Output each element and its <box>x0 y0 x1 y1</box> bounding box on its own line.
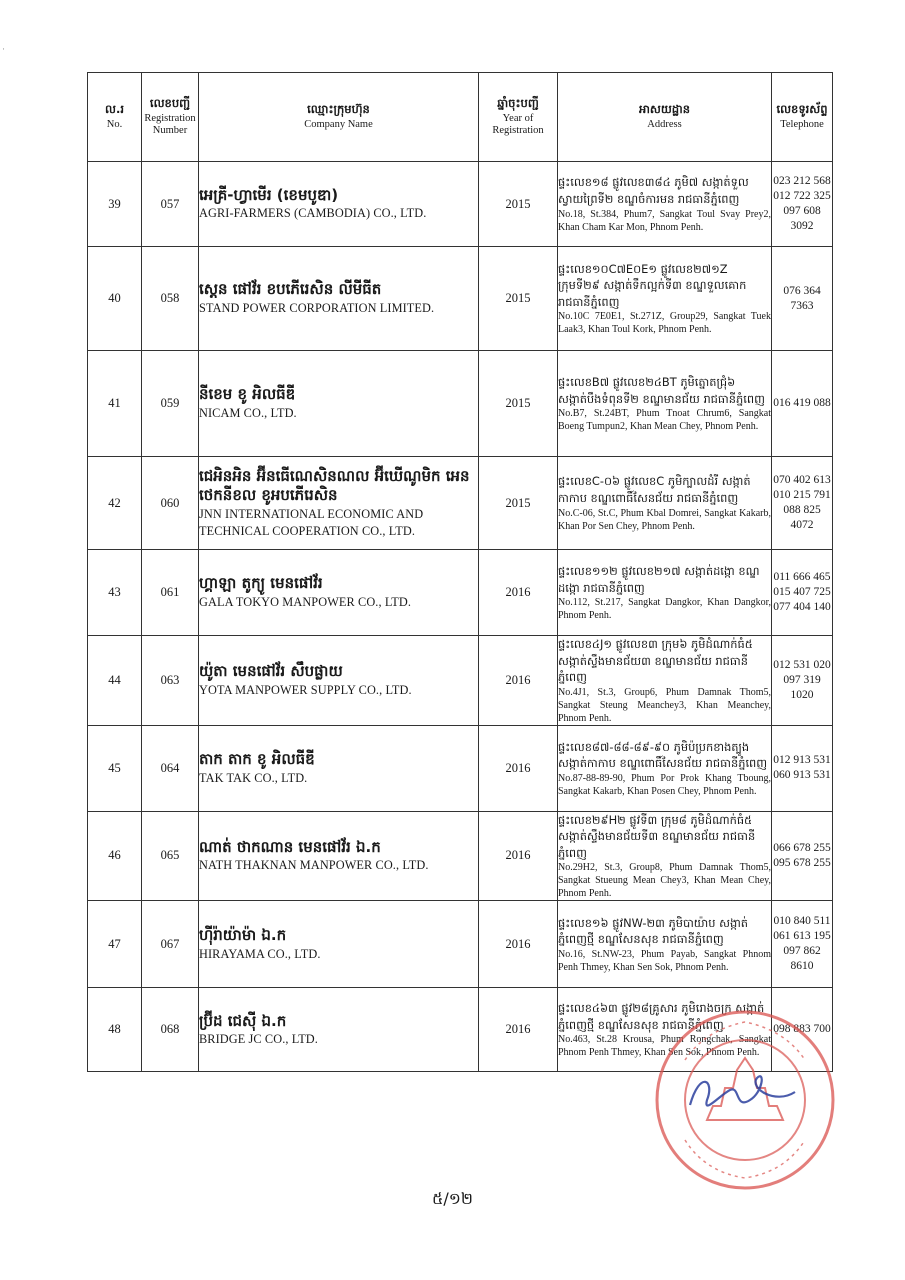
telephone-number: 061 613 195 <box>773 930 831 943</box>
telephone-number: 023 212 568 <box>773 175 831 188</box>
telephone-number: 088 825 4072 <box>783 504 821 531</box>
cell-registration-number: 068 <box>142 988 199 1072</box>
cell-address <box>558 725 772 811</box>
company-name-english: STAND POWER CORPORATION LIMITED. <box>199 300 435 315</box>
cell-no: 42 <box>88 457 142 550</box>
cell-telephone <box>772 162 833 247</box>
address-english: No.B7, St.24BT, Phum Tnoat Chrum6, Sangkat Boeng Tumpun2, Khan Mean Chey, Phnom Penh. <box>558 408 771 433</box>
cell-year: 2016 <box>479 901 558 988</box>
company-name-english: GALA TOKYO MANPOWER CO., LTD. <box>199 594 412 609</box>
address-khmer: ផ្ទះលេខ៨៧-៨៨-៨៩-៩០ ភូមិប៉ប្រកខាងត្បូង សង្កាត់កាកាប ខណ្ឌពោធិ៍សែនជ័យ រាជធានីភ្នំពេញ <box>558 739 768 771</box>
address-khmer: ផ្ទះលេខC-០៦ ផ្លូវលេខC ភូមិក្បាលដំរី សង្កាត់កាកាប ខណ្ឌពោធិ៍សែនជ័យ រាជធានីភ្នំពេញ <box>558 474 751 505</box>
cell-company-name <box>199 162 479 247</box>
cell-company-name <box>199 351 479 457</box>
cell-registration-number: 064 <box>142 725 199 811</box>
cell-telephone <box>772 247 833 351</box>
cell-telephone <box>772 351 833 457</box>
address-khmer: ផ្ទះលេខ១៨ ផ្លូវលេខ៣៨៤ ភូមិ៧ សង្កាត់ទួលស្វាយព្រៃទី២ ខណ្ឌចំការមន រាជធានីភ្នំពេញ <box>558 175 749 206</box>
company-name-khmer: នីខេម ខូ អិលធីឌី <box>199 385 296 404</box>
header-no: ល.រ No. <box>88 73 142 162</box>
telephone-number: 070 402 613 <box>773 474 831 487</box>
telephone-number: 010 840 511 <box>773 915 831 928</box>
cell-no: 46 <box>88 811 142 901</box>
cell-registration-number: 065 <box>142 811 199 901</box>
table-row <box>88 725 833 811</box>
cell-company-name <box>199 247 479 351</box>
company-name-khmer: ជេអិនអិន អ៊ីនធើណេសិនណល អ៊ីឃើណូមិក អេន ថេកនីខល ខូអបភើរេសិន <box>199 466 470 505</box>
cell-address <box>558 901 772 988</box>
table-row <box>88 901 833 988</box>
cell-address <box>558 550 772 636</box>
telephone-number: 012 531 020 <box>773 658 831 671</box>
address-english: No.18, St.384, Phum7, Sangkat Toul Svay Prey2, Khan Cham Kar Mon, Phnom Penh. <box>558 208 771 233</box>
company-name-khmer: ណាត់ ថាកណាន មេនផៅវ័រ ឯ.ក <box>199 837 381 856</box>
cell-no: 41 <box>88 351 142 457</box>
company-name-khmer: តាក តាក ខូ អិលធីឌី <box>199 750 315 769</box>
cell-year: 2015 <box>479 162 558 247</box>
telephone-number: 097 319 1020 <box>783 673 821 701</box>
cell-registration-number: 063 <box>142 636 199 726</box>
cell-no: 43 <box>88 550 142 636</box>
cell-address <box>558 162 772 247</box>
company-name-khmer: ហ្គាឡា តូក្យូ មេនផៅវ័រ <box>199 574 323 593</box>
company-name-khmer: ស្តេន ផៅវ័រ ខបភើរេសិន លីមីធីត <box>199 280 382 299</box>
cell-year: 2016 <box>479 811 558 901</box>
cell-year: 2015 <box>479 351 558 457</box>
company-name-english: NATH THAKNAN MANPOWER CO., LTD. <box>199 858 429 873</box>
address-english: No.4J1, St.3, Group6, Phum Damnak Thom5, Sangkat Steung Meanchey3, Khan Meanchey, Phnom Penh. <box>558 686 771 724</box>
address-khmer: ផ្ទះលេខ១៦ ផ្លូវNW-២៣ ភូមិបាយ៉ាប សង្កាត់ភ្នំពេញថ្មី ខណ្ឌសែនសុខ រាជធានីភ្នំពេញ <box>558 915 749 947</box>
company-name-english: TAK TAK CO., LTD. <box>199 770 308 785</box>
address-khmer: ផ្ទះលេខ៤៦៣ ផ្លូវ២៨គ្រូសារ ភូមិរោងចក្រ សង្កាត់ភ្នំពេញថ្មី ខណ្ឌសែនសុខ រាជធានីភ្នំពេញ <box>558 1001 765 1032</box>
cell-telephone <box>772 725 833 811</box>
address-english: No.16, St.NW-23, Phum Payab, Sangkat Phnom Penh Thmey, Khan Sen Sok, Phnom Penh. <box>558 948 771 973</box>
table-header-row <box>88 73 833 162</box>
header-telephone: លេខទូរស័ព្ទ Telephone <box>772 73 833 162</box>
cell-year: 2015 <box>479 457 558 550</box>
address-khmer: ផ្ទះលេខ៤J១ ផ្លូវលេខ៣ ក្រុម៦ ភូមិដំណាក់ធំ៥ សង្កាត់ស្ទឹងមានជ័យ៣ ខណ្ឌមានជ័យ រាជធានីភ្នំពេញ <box>558 637 753 685</box>
cell-year: 2016 <box>479 550 558 636</box>
cell-no: 48 <box>88 988 142 1072</box>
cell-year: 2016 <box>479 636 558 726</box>
telephone-number: 095 678 255 <box>773 856 831 869</box>
registration-table <box>87 72 833 1072</box>
cell-telephone <box>772 457 833 550</box>
telephone-number: 060 913 531 <box>773 769 831 782</box>
telephone-number: 097 608 3092 <box>783 205 821 232</box>
cell-year: 2015 <box>479 247 558 351</box>
cell-address <box>558 351 772 457</box>
telephone-number: 015 407 725 <box>773 586 831 599</box>
cell-no: 40 <box>88 247 142 351</box>
cell-company-name <box>199 901 479 988</box>
company-name-english: NICAM CO., LTD. <box>199 405 297 420</box>
address-english: No.463, St.28 Krousa, Phum Rongchak, Sangkat Phnom Penh Thmey, Khan Sen Sok, Phnom Penh. <box>558 1034 771 1059</box>
table-row <box>88 636 833 726</box>
telephone-number: 097 862 8610 <box>783 945 821 973</box>
address-english: No.C-06, St.C, Phum Kbal Domrei, Sangkat Kakarb, Khan Por Sen Chey, Phnom Penh. <box>558 507 771 532</box>
page-number: ៥/១២ <box>432 1189 473 1208</box>
telephone-number: 016 419 088 <box>773 397 831 410</box>
telephone-number: 012 722 325 <box>773 190 831 203</box>
cell-address <box>558 457 772 550</box>
company-name-english: HIRAYAMA CO., LTD. <box>199 946 321 961</box>
company-name-english: YOTA MANPOWER SUPPLY CO., LTD. <box>199 682 412 697</box>
company-name-english: JNN INTERNATIONAL ECONOMIC AND TECHNICAL COOPERATION CO., LTD. <box>199 506 424 538</box>
address-english: No.112, St.217, Sangkat Dangkor, Khan Dangkor, Phnom Penh. <box>558 597 771 622</box>
telephone-number: 010 215 791 <box>773 489 831 502</box>
address-khmer: ផ្ទះលេខ១១២ ផ្លូវលេខ២១៧ សង្កាត់ដង្កោ ខណ្ឌដង្កោ រាជធានីភ្នំពេញ <box>558 563 760 595</box>
telephone-number: 076 364 7363 <box>783 284 821 312</box>
address-english: No.29H2, St.3, Group8, Phum Damnak Thom5, Sangkat Stueung Mean Chey3, Khan Mean Chey, Phnom Penh. <box>558 862 771 900</box>
address-khmer: ផ្ទះលេខ១០C៧E០E១ ផ្លូវលេខ២៧១Z ក្រុមទី២៩ សង្កាត់ទឹកល្អក់ទី៣ ខណ្ឌទួលគោក រាជធានីភ្នំពេញ <box>558 261 747 309</box>
company-name-khmer: ប្រ៊ីដ ជេស៊ី ឯ.ក <box>199 1011 287 1030</box>
cell-company-name <box>199 550 479 636</box>
table-row <box>88 550 833 636</box>
cell-registration-number: 067 <box>142 901 199 988</box>
company-name-khmer: យ៉ូតា មេនផៅវ័រ សឹបផ្លាយ <box>199 662 343 681</box>
cell-company-name <box>199 457 479 550</box>
header-company-name: ឈ្មោះក្រុមហ៊ុន Company Name <box>199 73 479 162</box>
cell-no: 39 <box>88 162 142 247</box>
table-row <box>88 247 833 351</box>
table-row <box>88 351 833 457</box>
cell-no: 45 <box>88 725 142 811</box>
address-khmer: ផ្ទះលេខB៧ ផ្លូវលេខ២៤BT ភូមិត្នោតជ្រុំ៦ សង្កាត់បឹងទំពុនទី២ ខណ្ឌមានជ័យ រាជធានីភ្នំពេញ <box>558 374 765 406</box>
cell-registration-number: 061 <box>142 550 199 636</box>
header-address: អាសយដ្ឋាន Address <box>558 73 772 162</box>
corner-mark: · <box>2 44 5 54</box>
cell-telephone <box>772 550 833 636</box>
cell-address <box>558 811 772 901</box>
company-name-english: BRIDGE JC CO., LTD. <box>199 1032 318 1047</box>
cell-registration-number: 060 <box>142 457 199 550</box>
table-body <box>88 162 833 1072</box>
cell-company-name <box>199 725 479 811</box>
address-english: No.87-88-89-90, Phum Por Prok Khang Tboung, Sangkat Kakarb, Khan Posen Chey, Phnom Penh. <box>558 772 771 797</box>
cell-no: 44 <box>88 636 142 726</box>
cell-company-name <box>199 636 479 726</box>
cell-telephone <box>772 811 833 901</box>
cell-company-name <box>199 988 479 1072</box>
cell-registration-number: 058 <box>142 247 199 351</box>
table-row <box>88 162 833 247</box>
address-khmer: ផ្ទះលេខ២៩H២ ផ្លូវទី៣ ក្រុម៨ ភូមិដំណាក់ធំ៥ សង្កាត់ស្ទឹងមានជ័យទី៣ ខណ្ឌមានជ័យ រាជធានីភ្នំពេញ <box>558 812 756 860</box>
company-name-khmer: អេគ្រី-ហ្វាមើរ (ខេមបូឌា) <box>199 185 339 204</box>
cell-company-name <box>199 811 479 901</box>
cell-registration-number: 057 <box>142 162 199 247</box>
table-row <box>88 811 833 901</box>
company-name-english: AGRI-FARMERS (CAMBODIA) CO., LTD. <box>199 206 427 221</box>
telephone-number: 012 913 531 <box>773 754 831 767</box>
cell-year: 2016 <box>479 725 558 811</box>
address-english: No.10C 7E0E1, St.271Z, Group29, Sangkat Tuek Laak3, Khan Toul Kork, Phnom Penh. <box>558 311 771 336</box>
telephone-number: 098 883 700 <box>773 1023 831 1036</box>
telephone-number: 066 678 255 <box>773 841 831 854</box>
company-name-khmer: ហ៊ីរ៉ាយ៉ាម៉ា ឯ.ក <box>199 926 287 945</box>
telephone-number: 077 404 140 <box>773 600 831 613</box>
telephone-number: 011 666 465 <box>773 571 831 584</box>
cell-year: 2016 <box>479 988 558 1072</box>
cell-address <box>558 247 772 351</box>
table-row <box>88 457 833 550</box>
header-registration-number: លេខបញ្ជី Registration Number <box>142 73 199 162</box>
official-seal-stamp <box>645 1000 845 1200</box>
cell-address <box>558 636 772 726</box>
cell-registration-number: 059 <box>142 351 199 457</box>
cell-telephone <box>772 901 833 988</box>
cell-telephone <box>772 636 833 726</box>
cell-no: 47 <box>88 901 142 988</box>
header-year: ឆ្នាំចុះបញ្ជី Year of Registration <box>479 73 558 162</box>
